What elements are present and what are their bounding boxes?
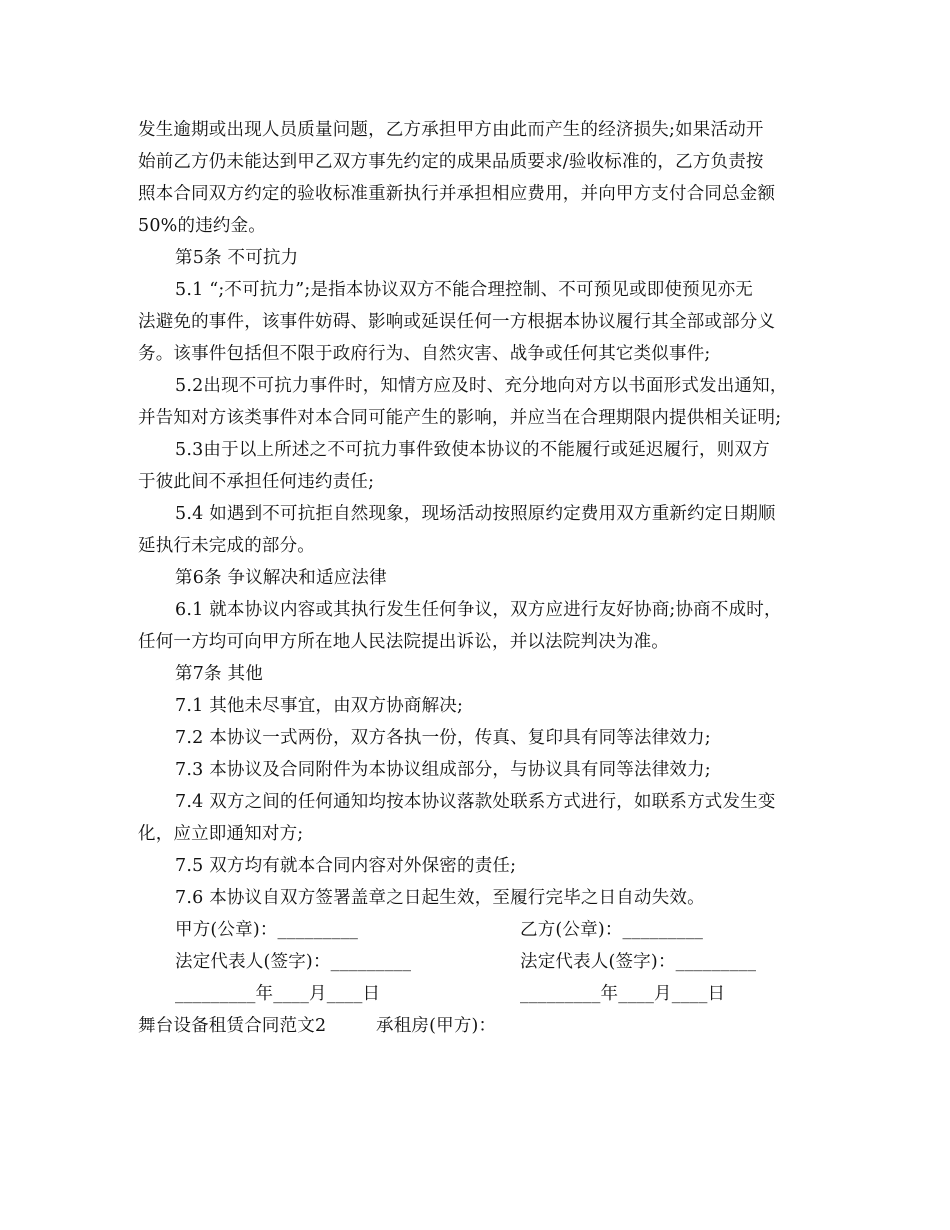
party-b-representative: 法定代表人(签字)：_________ bbox=[520, 952, 757, 972]
body-line: 7.2 本协议一式两份，双方各执一份，传真、复印具有同等法律效力; bbox=[175, 728, 711, 748]
body-line: 5.2出现不可抗力事件时，知情方应及时、充分地向对方以书面形式发出通知， bbox=[175, 376, 788, 396]
party-a-date: _________年____月____日 bbox=[175, 984, 381, 1004]
party-a-seal: 甲方(公章)：_________ bbox=[175, 920, 359, 940]
body-line: 于彼此间不承担任何违约责任; bbox=[138, 472, 375, 492]
lessor-label: 承租房(甲方)： bbox=[376, 1016, 497, 1036]
party-b-date: _________年____月____日 bbox=[520, 984, 726, 1004]
body-line: 7.3 本协议及合同附件为本协议组成部分，与协议具有同等法律效力; bbox=[175, 760, 711, 780]
body-line: 务。该事件包括但不限于政府行为、自然灾害、战争或任何其它类似事件; bbox=[138, 344, 711, 364]
body-line: 并告知对方该类事件对本合同可能产生的影响，并应当在合理期限内提供相关证明; bbox=[138, 408, 782, 428]
article-heading: 第5条 不可抗力 bbox=[175, 248, 299, 268]
body-line: 始前乙方仍未能达到甲乙双方事先约定的成果品质要求/验收标准的，乙方负责按 bbox=[138, 152, 764, 172]
body-line: 延执行未完成的部分。 bbox=[138, 536, 315, 556]
next-document-title: 舞台设备租赁合同范文2 bbox=[138, 1016, 327, 1036]
body-line: 发生逾期或出现人员质量问题，乙方承担甲方由此而产生的经济损失;如果活动开 bbox=[138, 120, 764, 140]
article-heading: 第6条 争议解决和适应法律 bbox=[175, 568, 387, 588]
body-line: 5.3由于以上所述之不可抗力事件致使本协议的不能履行或延迟履行，则双方 bbox=[175, 440, 770, 460]
body-line: 化，应立即通知对方; bbox=[138, 824, 304, 844]
body-line: 照本合同双方约定的验收标准重新执行并承担相应费用，并向甲方支付合同总金额 bbox=[138, 184, 776, 204]
body-line: 7.5 双方均有就本合同内容对外保密的责任; bbox=[175, 856, 517, 876]
body-line: 7.1 其他未尽事宜，由双方协商解决; bbox=[175, 696, 464, 716]
body-line: 5.1 “;不可抗力”;是指本协议双方不能合理控制、不可预见或即使预见亦无 bbox=[175, 280, 753, 300]
body-line: 任何一方均可向甲方所在地人民法院提出诉讼，并以法院判决为准。 bbox=[138, 632, 669, 652]
body-line: 法避免的事件，该事件妨碍、影响或延误任何一方根据本协议履行其全部或部分义 bbox=[138, 312, 776, 332]
party-b-seal: 乙方(公章)：_________ bbox=[520, 920, 704, 940]
body-line: 5.4 如遇到不可抗拒自然现象，现场活动按照原约定费用双方重新约定日期顺 bbox=[175, 504, 776, 524]
body-line: 6.1 就本协议内容或其执行发生任何争议，双方应进行友好协商;协商不成时， bbox=[175, 600, 782, 620]
body-line: 50%的违约金。 bbox=[138, 216, 266, 236]
body-line: 7.4 双方之间的任何通知均按本协议落款处联系方式进行，如联系方式发生变 bbox=[175, 792, 776, 812]
party-a-representative: 法定代表人(签字)：_________ bbox=[175, 952, 412, 972]
article-heading: 第7条 其他 bbox=[175, 664, 263, 684]
body-line: 7.6 本协议自双方签署盖章之日起生效，至履行完毕之日自动失效。 bbox=[175, 888, 705, 908]
